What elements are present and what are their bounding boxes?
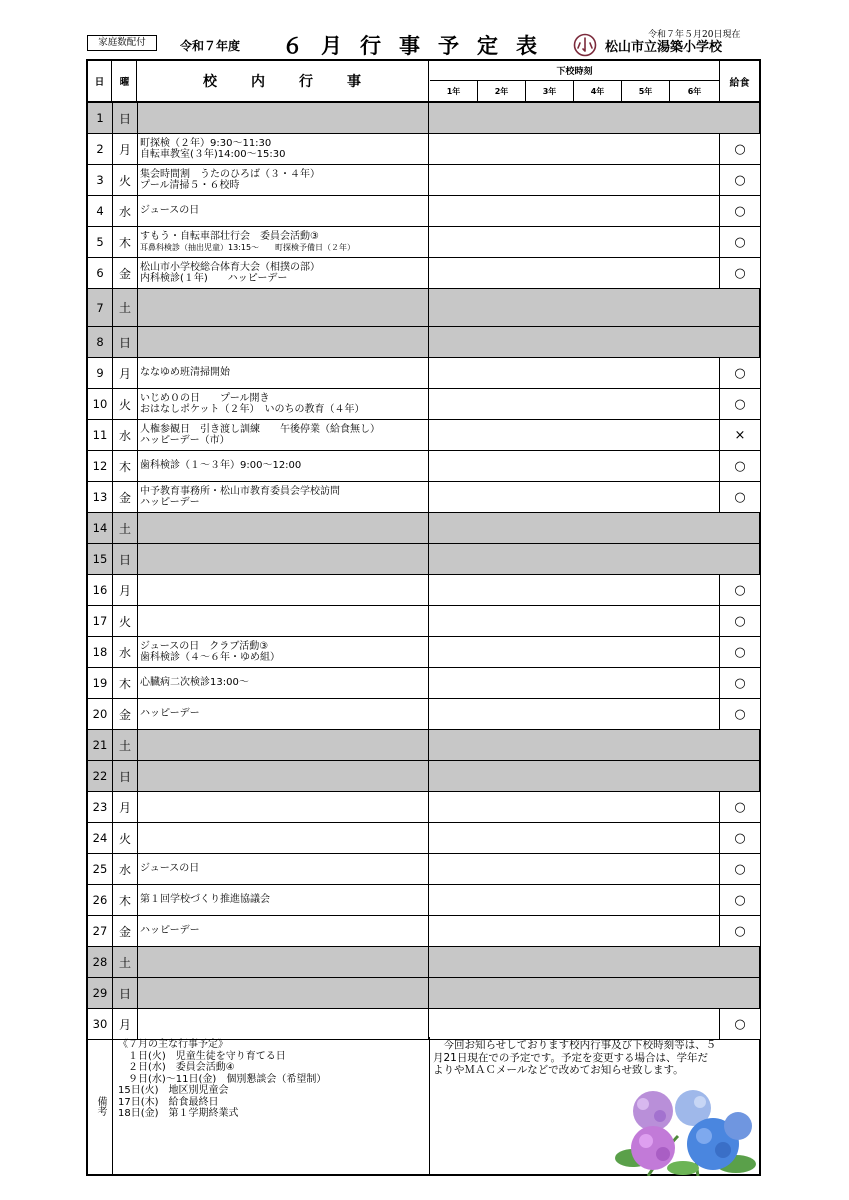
dismissal-cell [430, 227, 719, 257]
grade-4-header: 4年 [574, 81, 622, 101]
day-number: 17 [88, 606, 113, 636]
grade-2-header: 2年 [478, 81, 526, 101]
weekday: 火 [113, 823, 138, 853]
day-number: 25 [88, 854, 113, 884]
lunch-cell: ○ [719, 227, 760, 257]
dismissal-cell [430, 544, 719, 574]
day-number: 26 [88, 885, 113, 915]
weekday: 金 [113, 699, 138, 729]
events-cell [138, 420, 429, 450]
events-cell [138, 854, 429, 884]
day-row [88, 358, 759, 389]
weekday: 金 [113, 916, 138, 946]
events-cell [138, 327, 429, 357]
day-row [88, 885, 759, 916]
col-dismissal-header: 下校時刻 [556, 67, 593, 77]
day-row [88, 854, 759, 885]
event-line: いじめ０の日 プール開き [140, 392, 270, 404]
day-number: 20 [88, 699, 113, 729]
lunch-cell: ○ [719, 258, 760, 288]
day-row [88, 196, 759, 227]
events-cell [138, 103, 429, 133]
day-row [88, 606, 759, 637]
events-cell [138, 637, 429, 667]
events-cell [138, 389, 429, 419]
day-row [88, 327, 759, 358]
events-cell [138, 947, 429, 977]
day-number: 7 [88, 289, 113, 326]
event-line: ハッピーデー [140, 925, 200, 937]
lunch-cell: ○ [719, 165, 760, 195]
col-weekday-header: 曜 [113, 61, 137, 101]
day-row [88, 637, 759, 668]
dismissal-cell [430, 289, 719, 326]
fiscal-year: 令和７年度 [180, 39, 241, 53]
lunch-cell [719, 730, 759, 760]
schedule-table [86, 59, 761, 1176]
lunch-cell [719, 103, 759, 133]
events-cell [138, 544, 429, 574]
events-cell [138, 227, 429, 257]
event-line: 中予教育事務所・松山市教育委員会学校訪問 [140, 485, 340, 497]
grade-1-header: 1年 [430, 81, 478, 101]
day-number: 3 [88, 165, 113, 195]
lunch-cell: ○ [719, 637, 760, 667]
day-number: 2 [88, 134, 113, 164]
events-cell [138, 668, 429, 698]
day-row [88, 513, 759, 544]
weekday: 日 [113, 761, 138, 791]
event-line: 人権参観日 引き渡し訓練 午後停業（給食無し） [140, 423, 380, 435]
weekday: 火 [113, 165, 138, 195]
grade-3-header: 3年 [526, 81, 574, 101]
hydrangea-illustration [608, 1086, 763, 1176]
events-cell [138, 134, 429, 164]
day-row [88, 1009, 759, 1040]
july-title: 《７月の主な行事予定》 [118, 1039, 228, 1050]
weekday: 木 [113, 451, 138, 481]
event-line: 耳鼻科検診（抽出児童）13:15～ 町探検予備日（２年） [140, 242, 356, 252]
day-number: 9 [88, 358, 113, 388]
day-number: 15 [88, 544, 113, 574]
event-line: ジュースの日 [140, 863, 200, 875]
day-number: 5 [88, 227, 113, 257]
july-item: １日(火) 児童生徒を守り育てる日 [118, 1050, 286, 1062]
day-row [88, 761, 759, 792]
dismissal-cell [430, 978, 719, 1008]
weekday: 月 [113, 792, 138, 822]
day-number: 6 [88, 258, 113, 288]
events-cell [138, 761, 429, 791]
lunch-cell: ○ [719, 1009, 760, 1039]
dismissal-cell [430, 134, 719, 164]
events-cell [138, 1009, 429, 1039]
day-row [88, 420, 759, 451]
day-row [88, 451, 759, 482]
day-number: 18 [88, 637, 113, 667]
grade-5-header: 5年 [622, 81, 670, 101]
weekday: 土 [113, 513, 138, 543]
school-name: 松山市立湯築小学校 [605, 40, 723, 55]
lunch-cell: ○ [719, 699, 760, 729]
day-row [88, 258, 759, 289]
event-line: すもう・自転車部壮行会 委員会活動③ [140, 231, 319, 243]
event-line: ハッピーデー [140, 708, 200, 720]
day-number: 28 [88, 947, 113, 977]
weekday: 金 [113, 258, 138, 288]
day-number: 13 [88, 482, 113, 512]
dismissal-cell [430, 606, 719, 636]
july-item: 15日(火) 地区別児童会 [118, 1085, 229, 1096]
day-number: 19 [88, 668, 113, 698]
lunch-cell: × [719, 420, 760, 450]
dismissal-cell [430, 196, 719, 226]
events-cell [138, 730, 429, 760]
weekday: 月 [113, 358, 138, 388]
grade-6-header: 6年 [687, 86, 702, 96]
weekday: 土 [113, 730, 138, 760]
events-cell [138, 699, 429, 729]
day-number: 30 [88, 1009, 113, 1039]
event-line: 自転車教室(３年)14:00～15:30 [140, 149, 286, 160]
event-line: 集会時間割 うたのひろば（３・４年） [140, 168, 320, 180]
dismissal-cell [430, 575, 719, 605]
lunch-cell: ○ [719, 916, 760, 946]
events-cell [138, 196, 429, 226]
day-number: 10 [88, 389, 113, 419]
col-day-header: 日 [88, 61, 112, 101]
dismissal-cell [430, 916, 719, 946]
dismissal-cell [430, 792, 719, 822]
dismissal-cell [430, 637, 719, 667]
events-cell [138, 916, 429, 946]
dismissal-cell [430, 947, 719, 977]
lunch-cell: ○ [719, 792, 760, 822]
july-item: 17日(木) 給食最終日 [118, 1096, 219, 1108]
col-lunch-header: 給食 [719, 61, 759, 101]
events-cell [138, 258, 429, 288]
event-line: おはなしポケット（２年） いのちの教育（４年） [140, 404, 365, 415]
lunch-cell: ○ [719, 854, 760, 884]
lunch-cell [719, 761, 759, 791]
dismissal-cell [430, 258, 719, 288]
weekday: 木 [113, 227, 138, 257]
day-number: 14 [88, 513, 113, 543]
day-number: 27 [88, 916, 113, 946]
weekday: 火 [113, 389, 138, 419]
weekday: 水 [113, 420, 138, 450]
day-row [88, 668, 759, 699]
events-cell [138, 165, 429, 195]
events-cell [138, 482, 429, 512]
july-schedule [118, 1039, 326, 1120]
events-cell [138, 823, 429, 853]
day-row [88, 289, 759, 327]
event-line: ハッピーデー [140, 497, 200, 508]
weekday: 月 [113, 575, 138, 605]
dismissal-cell [430, 668, 719, 698]
dismissal-cell [430, 761, 719, 791]
weekday: 水 [113, 196, 138, 226]
day-row [88, 575, 759, 606]
day-row [88, 978, 759, 1009]
lunch-cell: ○ [719, 885, 760, 915]
lunch-cell: ○ [719, 823, 760, 853]
event-line: 心臓病二次検診13:00～ [140, 677, 249, 689]
day-number: 11 [88, 420, 113, 450]
weekday: 日 [113, 544, 138, 574]
weekday: 木 [113, 885, 138, 915]
dismissal-cell [430, 730, 719, 760]
dismissal-cell [430, 482, 719, 512]
dismissal-cell [430, 420, 719, 450]
day-number: 1 [88, 103, 113, 133]
event-line: ハッピーデー（市） [140, 435, 230, 446]
dismissal-cell [430, 451, 719, 481]
weekday: 日 [113, 327, 138, 357]
lunch-cell: ○ [719, 668, 760, 698]
event-line: 第１回学校づくり推進協議会 [140, 894, 270, 906]
events-cell [138, 606, 429, 636]
lunch-cell: ○ [719, 575, 760, 605]
as-of-date: 令和７年５月20日現在 [648, 30, 741, 40]
event-line: 町探検（２年）9:30～11:30 [140, 137, 272, 149]
weekday: 金 [113, 482, 138, 512]
day-row [88, 103, 759, 134]
day-number: 16 [88, 575, 113, 605]
remarks-label-text: 備考 [95, 1095, 106, 1116]
lunch-cell [719, 513, 759, 543]
event-line: ジュースの日 クラブ活動③ [140, 640, 269, 652]
day-row [88, 389, 759, 420]
day-number: 24 [88, 823, 113, 853]
day-number: 23 [88, 792, 113, 822]
lunch-cell: ○ [719, 196, 760, 226]
july-item: ２日(水) 委員会活動④ [118, 1062, 235, 1073]
dismissal-cell [430, 1009, 719, 1039]
event-line: ジュースの日 [140, 205, 200, 217]
lunch-cell [719, 289, 759, 326]
day-row [88, 916, 759, 947]
events-cell [138, 358, 429, 388]
day-number: 29 [88, 978, 113, 1008]
day-row [88, 823, 759, 854]
event-line: プール清掃５・６校時 [140, 180, 240, 191]
lunch-cell [719, 544, 759, 574]
lunch-cell [719, 978, 759, 1008]
weekday: 水 [113, 854, 138, 884]
events-cell [138, 289, 429, 326]
event-line: 歯科検診（１～３年）9:00～12:00 [140, 460, 302, 472]
event-line: 歯科検診（４～６年・ゆめ組） [140, 652, 280, 663]
lunch-cell: ○ [719, 451, 760, 481]
weekday: 水 [113, 637, 138, 667]
lunch-cell [719, 327, 759, 357]
dismissal-cell [430, 854, 719, 884]
events-cell [138, 792, 429, 822]
dismissal-cell [430, 103, 719, 133]
day-number: 8 [88, 327, 113, 357]
day-row [88, 699, 759, 730]
events-cell [138, 513, 429, 543]
events-cell [138, 885, 429, 915]
weekday: 土 [113, 289, 138, 326]
distribution-tag: 家庭数配付 [87, 35, 157, 51]
day-row [88, 227, 759, 258]
day-number: 4 [88, 196, 113, 226]
dismissal-cell [430, 165, 719, 195]
weekday: 日 [113, 103, 138, 133]
event-line: 松山市小学校総合体育大会（相撲の部） [140, 261, 320, 273]
notice-text: 今回お知らせしております校内行事及び下校時刻等は、５月21日現在での予定です。予定を変更する場合は、学年だよりやＭＡＣメールなどで改めてお知らせ致します。 [433, 1039, 717, 1076]
dismissal-cell [430, 358, 719, 388]
dismissal-cell [430, 327, 719, 357]
weekday: 火 [113, 606, 138, 636]
dismissal-cell [430, 389, 719, 419]
event-line: 内科検診(１年) ハッピーデー [140, 273, 288, 284]
events-cell [138, 451, 429, 481]
lunch-cell: ○ [719, 358, 760, 388]
weekday: 日 [113, 978, 138, 1008]
day-row [88, 134, 759, 165]
page-title: ６月行事予定表 [282, 34, 555, 58]
weekday: 土 [113, 947, 138, 977]
day-number: 12 [88, 451, 113, 481]
dismissal-cell [430, 823, 719, 853]
col-events-header: 校 内 行 事 [138, 61, 429, 101]
dismissal-cell [430, 885, 719, 915]
dismissal-cell [430, 513, 719, 543]
july-item: ９日(水)～11日(金) 個別懇談会（希望制） [118, 1073, 327, 1085]
lunch-cell: ○ [719, 606, 760, 636]
event-line: ななゆめ班清掃開始 [140, 367, 230, 379]
july-item: 18日(金) 第１学期終業式 [118, 1108, 239, 1119]
day-row [88, 482, 759, 513]
remarks-label [88, 1037, 113, 1174]
lunch-cell: ○ [719, 134, 760, 164]
day-row [88, 165, 759, 196]
day-row [88, 544, 759, 575]
lunch-cell: ○ [719, 482, 760, 512]
dismissal-cell [430, 699, 719, 729]
day-row [88, 947, 759, 978]
lunch-cell: ○ [719, 389, 760, 419]
day-row [88, 730, 759, 761]
day-row [88, 792, 759, 823]
weekday: 月 [113, 1009, 138, 1039]
lunch-cell [719, 947, 759, 977]
events-cell [138, 575, 429, 605]
weekday: 木 [113, 668, 138, 698]
events-cell [138, 978, 429, 1008]
day-number: 21 [88, 730, 113, 760]
weekday: 月 [113, 134, 138, 164]
school-emblem-icon [573, 33, 597, 57]
day-number: 22 [88, 761, 113, 791]
